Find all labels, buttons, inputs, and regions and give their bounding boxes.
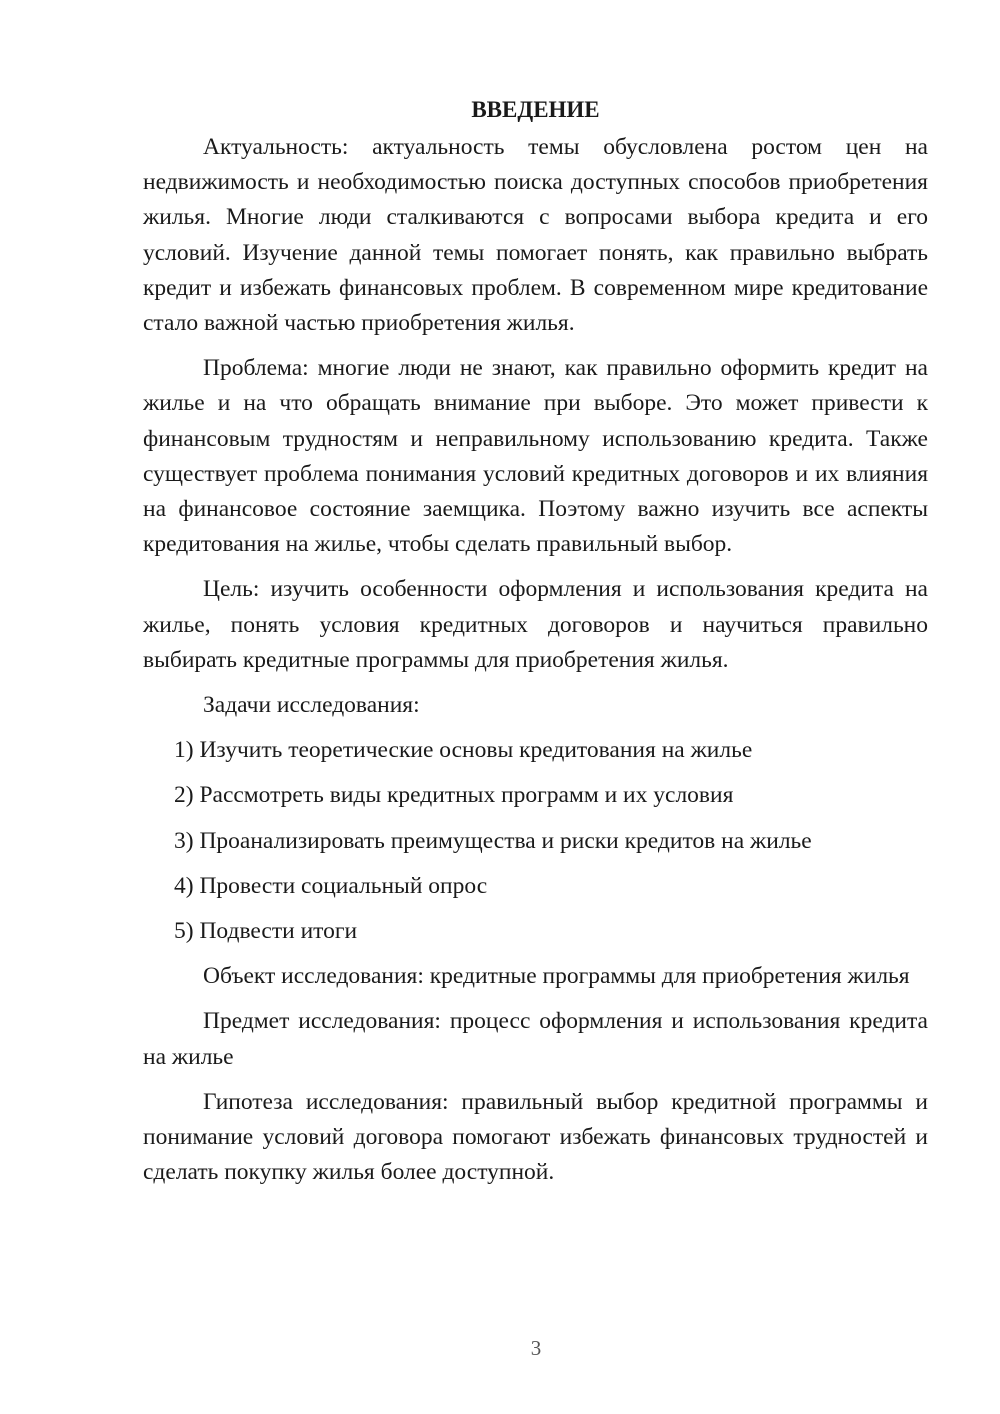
relevance-paragraph: Актуальность: актуальность темы обусловлена ростом цен на недвижимость и необходимостью поиска доступных способов приобретения жилья. Многие люди сталкиваются с вопросами выбора кредита и его условий. Изучение данной темы помогает понять, как правильно выбрать кредит и избежать финансовых проблем. В современном мире кредитование стало важной частью приобретения жилья. (143, 134, 928, 337)
list-item: 3) Проанализировать преимущества и риски кредитов на жилье (174, 827, 812, 854)
page-number: 3 (530, 1336, 542, 1360)
problem-paragraph: Проблема: многие люди не знают, как правильно оформить кредит на жилье и на что обращать внимание при выборе. Это может привести к финансовым трудностям и неправильному использованию кредита. Также существует проблема понимания условий кредитных договоров и их влияния на финансовое состояние заемщика. Поэтому важно изучить все аспекты кредитования на жилье, чтобы сделать правильный выбор. (143, 355, 928, 558)
hypothesis-paragraph: Гипотеза исследования: правильный выбор кредитной программы и понимание условий договора помогают избежать финансовых трудностей и сделать покупку жилья более доступной. (143, 1088, 928, 1186)
task-list (143, 733, 928, 949)
subject-paragraph: Предмет исследования: процесс оформления и использования кредита на жилье (143, 1008, 928, 1070)
page-title: ВВЕДЕНИЕ (471, 97, 600, 122)
tasks-heading: Задачи исследования: (203, 692, 420, 719)
page-content (143, 92, 928, 1200)
list-item: 2) Рассмотреть виды кредитных программ и их условия (174, 782, 734, 809)
object-paragraph: Объект исследования: кредитные программы для приобретения жилья (203, 963, 910, 990)
list-item: 4) Провести социальный опрос (174, 872, 488, 899)
list-item: 5) Подвести итоги (174, 918, 358, 945)
list-item: 1) Изучить теоретические основы кредитования на жилье (174, 737, 753, 764)
goal-paragraph: Цель: изучить особенности оформления и использования кредита на жилье, понять условия кредитных договоров и научиться правильно выбирать кредитные программы для приобретения жилья. (143, 576, 928, 673)
